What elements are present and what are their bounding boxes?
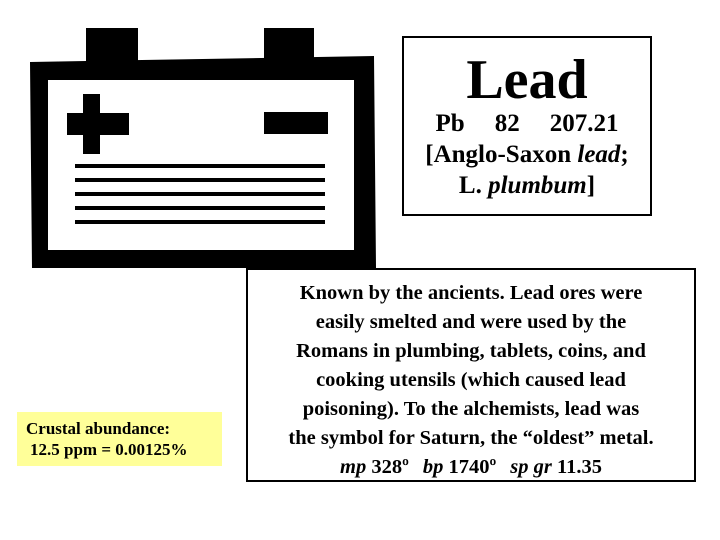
etymology-line-1: [Anglo-Saxon lead; [425,141,629,168]
mp-label: mp [340,456,367,478]
etymology-word-lead: lead [577,141,621,168]
battery-body [30,56,376,268]
car-battery-icon [30,26,380,272]
element-numbers [404,108,650,139]
description-line: Known by the ancients. Lead ores were [299,282,643,304]
bp-value: 1740º [443,456,497,478]
abundance-value: 12.5 ppm = 0.00125% [30,440,188,459]
description-line: the symbol for Saturn, the “oldest” metal. [288,427,654,449]
crustal-abundance-box [17,412,222,466]
spgr-value: 11.35 [551,456,602,478]
atomic-number: 82 [494,110,520,137]
element-card [402,36,652,216]
bp-label: bp [422,456,444,478]
description-box [246,268,696,482]
description-line: Romans in plumbing, tablets, coins, and [296,340,646,362]
physical-properties [248,453,694,482]
description-line: poisoning). To the alchemists, lead was [302,398,640,420]
element-name: Lead [466,49,588,111]
etymology-word-plumbum: plumbum [488,172,587,199]
abundance-label: Crustal abundance: [26,419,171,438]
battery-label-lines [75,164,325,224]
element-symbol: Pb [435,110,465,137]
spgr-label: sp gr [510,456,552,478]
minus-icon [264,112,328,134]
description-line: cooking utensils (which caused lead [316,369,626,391]
description-line: easily smelted and were used by the [315,311,627,333]
atomic-mass: 207.21 [549,110,619,137]
etymology-line-2: L. plumbum] [458,172,596,199]
mp-value: 328º [366,456,409,478]
